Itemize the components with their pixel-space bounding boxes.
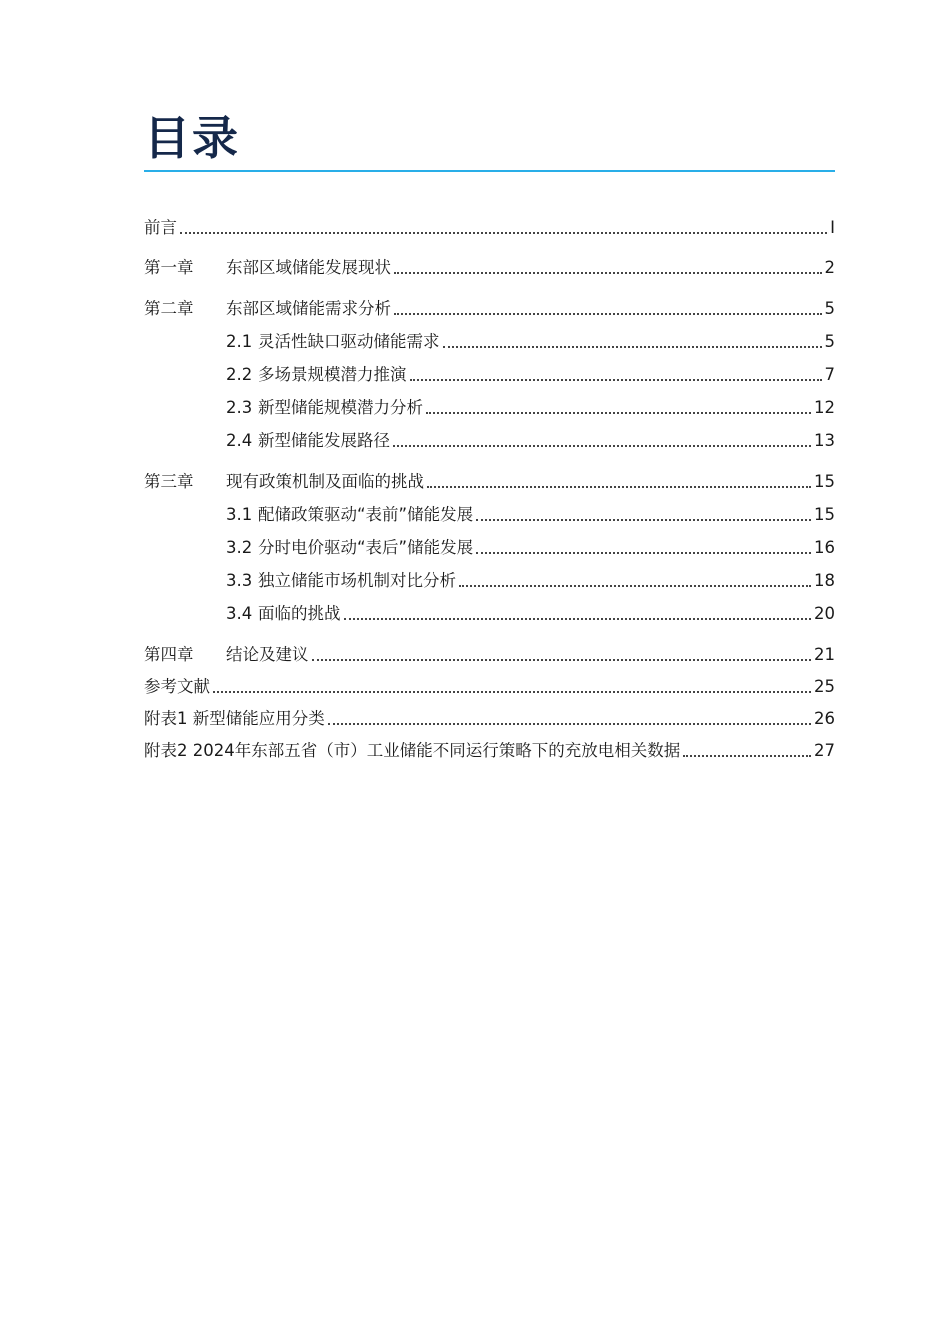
toc-entry-label: 附表1 新型储能应用分类 [144,709,325,728]
toc-entry-label: 分时电价驱动“表后”储能发展 [258,538,474,557]
toc-entry-label: 灵活性缺口驱动储能需求 [258,332,440,351]
toc-entry-section-2-1[interactable] [226,330,835,354]
toc-entry-preface[interactable] [144,216,835,240]
section-number: 2.2 [226,365,253,384]
leader-dots [393,445,811,447]
chapter-number: 第四章 [144,645,194,664]
section-number: 2.3 [226,398,253,417]
leader-dots [683,755,811,757]
toc-page-number: 16 [814,538,835,557]
toc-entry-references[interactable] [144,675,835,699]
toc-entry-label: 参考文献 [144,677,210,696]
toc-entry-label: 新型储能规模潜力分析 [258,398,423,417]
toc-page-number: 21 [814,645,835,664]
toc-entry-section-3-1[interactable] [226,503,835,527]
toc-page-number: 12 [814,398,835,417]
toc-page [144,110,835,172]
leader-dots [213,691,811,693]
toc-page-number: 13 [814,431,835,450]
toc-entry-appendix-2[interactable] [144,739,835,763]
section-number: 3.3 [226,571,253,590]
leader-dots [394,272,822,274]
section-number: 2.1 [226,332,253,351]
leader-dots [344,618,812,620]
page-title: 目录 [144,111,240,165]
leader-dots [410,379,822,381]
toc-entry-chapter-2[interactable] [144,297,835,321]
section-number: 3.2 [226,538,253,557]
toc-entry-chapter-3[interactable] [144,470,835,494]
toc-page-number: 5 [824,299,835,318]
toc-page-number: 26 [814,709,835,728]
toc-entry-label: 新型储能发展路径 [258,431,390,450]
chapter-number: 第二章 [144,299,194,318]
leader-dots [427,486,811,488]
toc-page-number: 27 [814,741,835,760]
toc-entry-label: 结论及建议 [226,645,309,664]
toc-entry-chapter-1[interactable] [144,256,835,280]
leader-dots [426,412,811,414]
chapter-number: 第三章 [144,472,194,491]
toc-entry-label: 配储政策驱动“表前”储能发展 [258,505,474,524]
toc-page-number: 20 [814,604,835,623]
toc-entry-section-2-3[interactable] [226,396,835,420]
leader-dots [443,346,822,348]
toc-page-number: 7 [824,365,835,384]
title-underline [144,170,835,172]
toc-entry-label: 前言 [144,218,177,237]
toc-page-number: 2 [824,258,835,277]
leader-dots [312,659,812,661]
toc-entry-label: 独立储能市场机制对比分析 [258,571,456,590]
toc-entry-label: 附表2 2024年东部五省（市）工业储能不同运行策略下的充放电相关数据 [144,741,681,760]
toc-page-number: 18 [814,571,835,590]
toc-entry-label: 东部区域储能发展现状 [226,258,391,277]
toc-entry-section-3-3[interactable] [226,569,835,593]
toc-entry-label: 现有政策机制及面临的挑战 [226,472,424,491]
toc-page-number: 15 [814,505,835,524]
leader-dots [180,232,827,234]
toc-page-number: 15 [814,472,835,491]
leader-dots [459,585,811,587]
toc-page-number: 5 [824,332,835,351]
toc-entry-label: 面临的挑战 [258,604,341,623]
leader-dots [394,313,822,315]
leader-dots [476,552,811,554]
leader-dots [328,723,811,725]
leader-dots [476,519,811,521]
toc-page-number: I [830,218,835,237]
toc-entry-appendix-1[interactable] [144,707,835,731]
toc-entry-section-2-2[interactable] [226,363,835,387]
toc-entry-section-3-2[interactable] [226,536,835,560]
chapter-number: 第一章 [144,258,194,277]
toc-entry-section-3-4[interactable] [226,602,835,626]
toc-entry-label: 多场景规模潜力推演 [258,365,407,384]
section-number: 3.1 [226,505,253,524]
toc-entry-section-2-4[interactable] [226,429,835,453]
section-number: 3.4 [226,604,253,623]
toc-entry-label: 东部区域储能需求分析 [226,299,391,318]
toc-entry-chapter-4[interactable] [144,643,835,667]
section-number: 2.4 [226,431,253,450]
toc-page-number: 25 [814,677,835,696]
